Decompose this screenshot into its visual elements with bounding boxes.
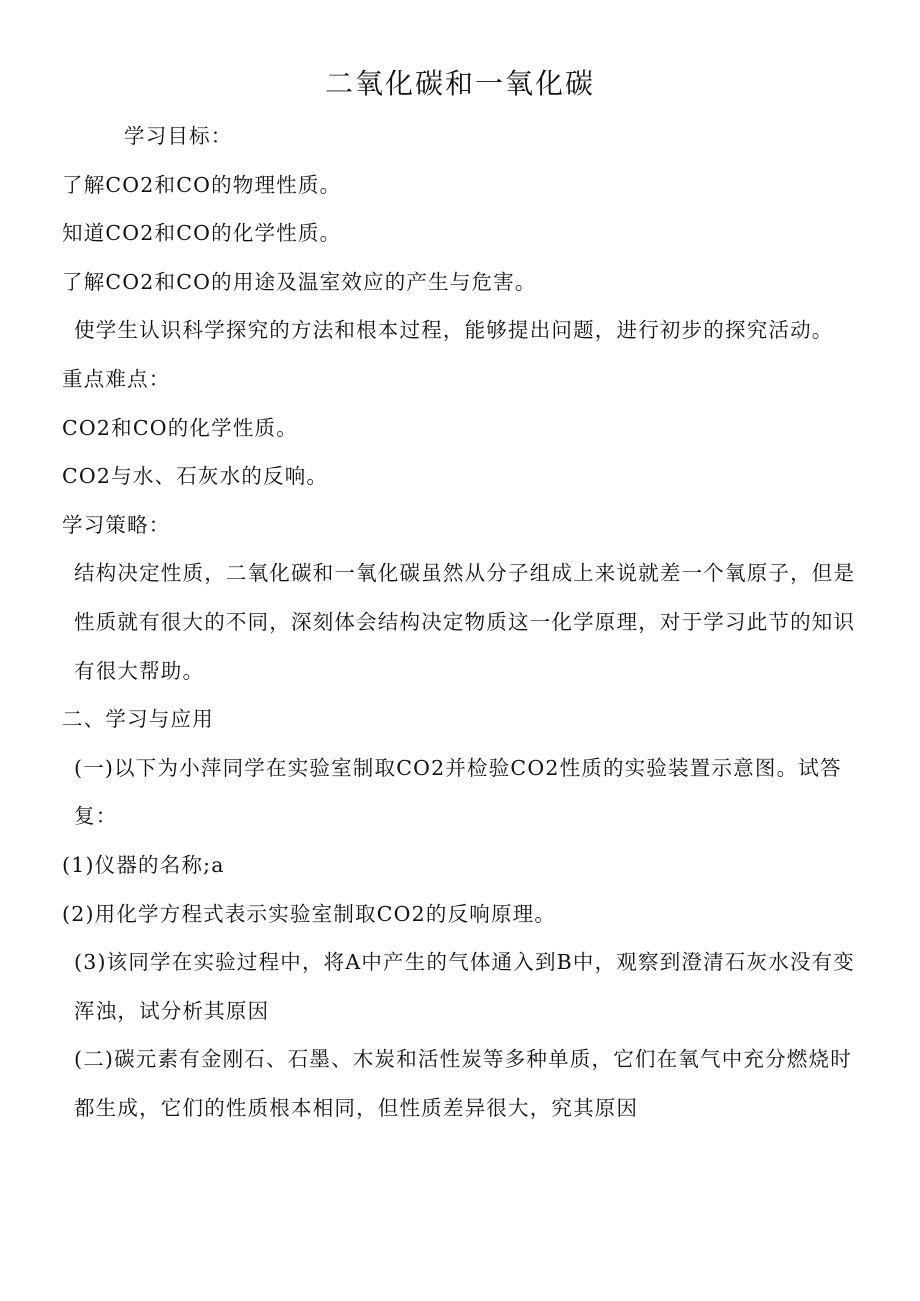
section-heading-strategy: 学习策略： xyxy=(62,512,171,537)
document-body xyxy=(62,112,867,1132)
paragraph: CO2与水、石灰水的反响。 xyxy=(62,464,329,489)
paragraph: 使学生认识科学探究的方法和根本过程，能够提出问题，进行初步的探究活动。 xyxy=(74,318,834,343)
paragraph: 结构决定性质，二氧化碳和一氧化碳虽然从分子组成上来说就差一个氧原子，但是性质就有很大的不同，深刻体会结构决定物质这一化学原理，对于学习此节的知识有很大帮助。 xyxy=(74,561,856,683)
question-2: (二)碳元素有金刚石、石墨、木炭和活性炭等多种单质，它们在氧气中充分燃烧时都生成，它们的性质根本相同，但性质差异很大，究其原因 xyxy=(74,1047,852,1120)
sub-question-2: (2)用化学方程式表示实验室制取CO2的反响原理。 xyxy=(62,901,557,926)
section-heading-objectives: 学习目标： xyxy=(124,124,233,148)
paragraph: 知道CO2和CO的化学性质。 xyxy=(62,221,342,246)
question-1: (一)以下为小萍同学在实验室制取CO2并检验CO2性质的实验装置示意图。试答复： xyxy=(74,755,842,829)
paragraph: 了解CO2和CO的物理性质。 xyxy=(62,172,342,197)
paragraph: 了解CO2和CO的用途及温室效应的产生与危害。 xyxy=(62,269,537,294)
sub-question-1: (1)仪器的名称;a xyxy=(62,852,225,877)
section-heading-study-application: 二、学习与应用 xyxy=(62,707,214,732)
section-heading-key-points: 重点难点： xyxy=(62,366,171,391)
paragraph: CO2和CO的化学性质。 xyxy=(62,415,298,440)
page-title: 二氧化碳和一氧化碳 xyxy=(324,67,595,100)
sub-question-3: (3)该同学在实验过程中，将A中产生的气体通入到B中，观察到澄清石灰水没有变浑浊，试分析其原因 xyxy=(74,950,856,1023)
